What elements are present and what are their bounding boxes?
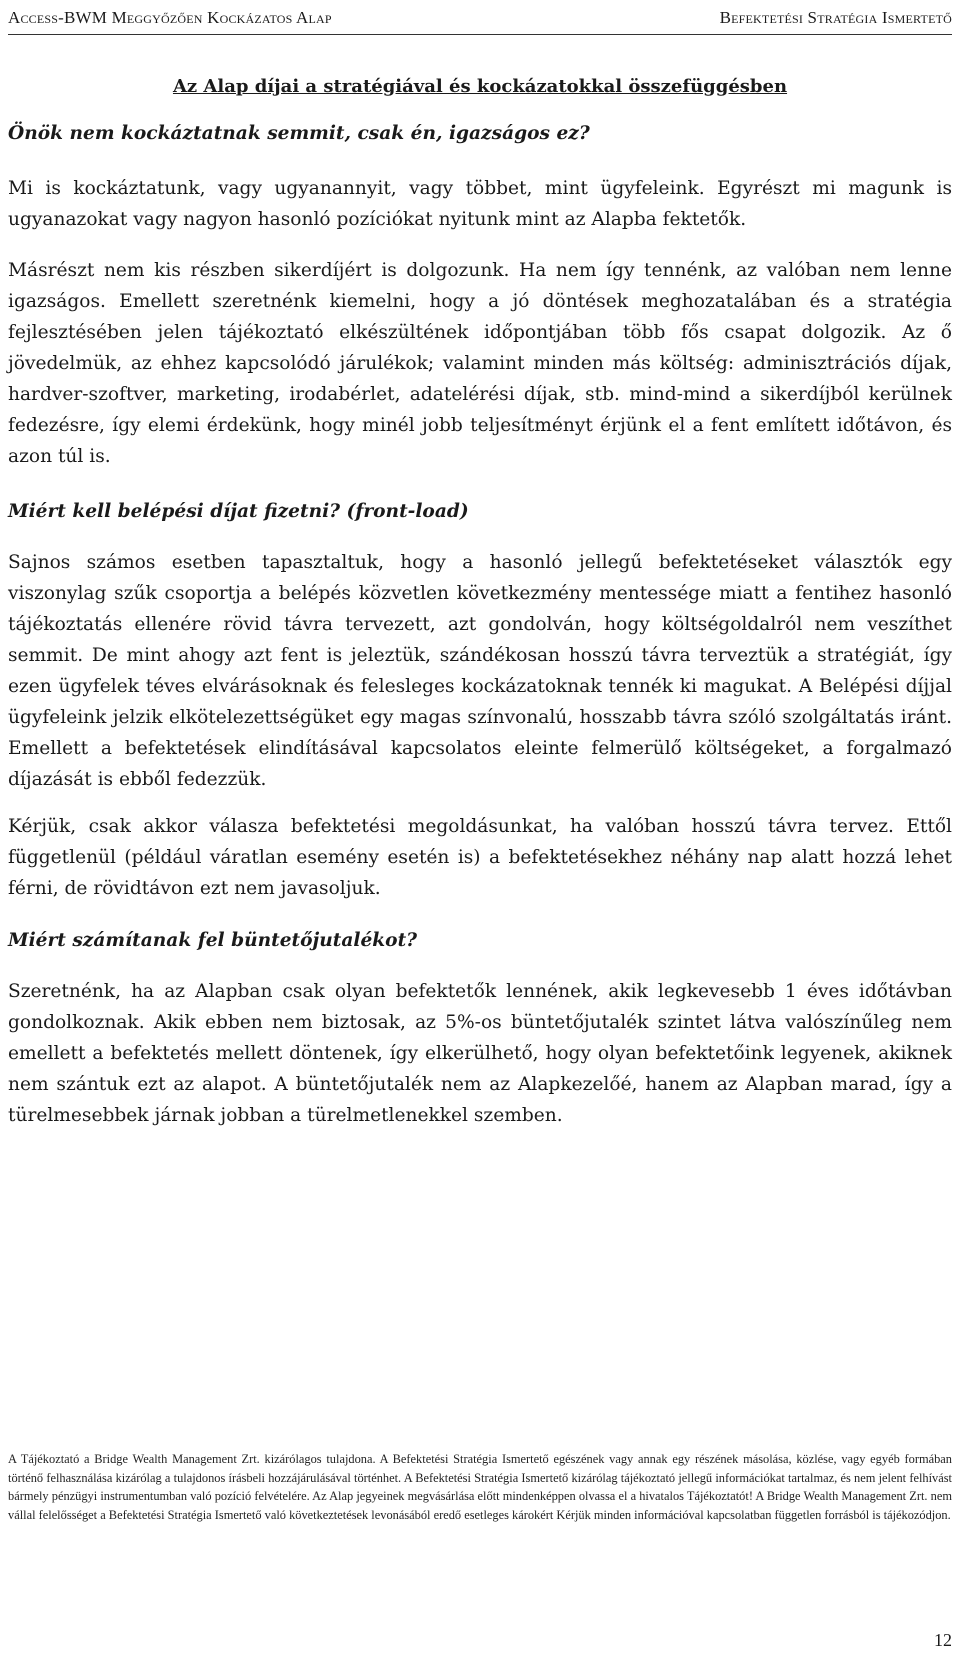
section-fairness xyxy=(8,118,952,472)
paragraph-penalty: Szeretnénk, ha az Alapban csak olyan befektetők lennének, akik legkevesebb 1 éves időtávban gondolkoznak. Akik ebben nem biztosak, az 5%-os büntetőjutalék szintet látva valószínűleg nem emellett a befektetés mellett döntenek, így elkerülhető, hogy olyan befektetőink legyenek, akiknek nem szántuk ezt az alapot. A büntetőjutalék nem az Alapkezelőé, hanem az Alapban marad, így a türelmesebbek járnak jobban a türelmetlenekkel szemben. xyxy=(8,981,952,1126)
paragraph-entry-fee: Sajnos számos esetben tapasztaltuk, hogy a hasonló jellegű befektetéseket választók egy viszonylag szűk csoportja a belépés közvetlen következmény mentessége miatt a fentihez hasonló tájékoztatás ellenére rövid távra tervezett, azt gondolván, hogy költségoldalról nem veszíthet semmit. De mint ahogy azt fent is jeleztük, szándékosan hosszú távra terveztük a stratégiát, így ezen ügyfelek téves elvárásoknak és felesleges kockázatoknak tennék ki magukat. A Belépési díjjal ügyfeleink jelzik elkötelezettségüket egy magas színvonalú, hosszabb távra szóló szolgáltatás iránt. Emellett a befektetések elindításával kapcsolatos eleinte felmerülő költségeket, a forgalmazó díjazását is ebből fedezzük. xyxy=(8,552,952,790)
legal-disclaimer: A Tájékoztató a Bridge Wealth Management Zrt. kizárólagos tulajdona. A Befektetési Stratégia Ismertető egészének vagy annak egy részének másolása, közlése, vagy egyéb formában történő felhasználása kizárólag a tulajdonos írásbeli hozzájárulásával történhet. A Befektetési Stratégia Ismertető kizárólag tájékoztató jellegű információkat tartalmaz, és nem jelent felhívást bármely pénzügyi instrumentumban való pozíció felvételére. Az Alap jegyeinek megvásárlása előtt mindenképpen olvassa el a hivatalos Tájékoztatót! A Bridge Wealth Management Zrt. nem vállal felelősséget a Befektetési Stratégia Ismertető való következtetések levonásából eredő esetleges károkért Kérjük minden információval kapcsolatban független forrásból is tájékozódjon. xyxy=(8,1452,952,1522)
page-header xyxy=(8,4,952,35)
heading-penalty: Miért számítanak fel büntetőjutalékot? xyxy=(8,930,418,951)
page-number: 12 xyxy=(934,1630,952,1650)
heading-fairness: Önök nem kockáztatnak semmit, csak én, igazságos ez? xyxy=(8,123,590,144)
section-title: Az Alap díjai a stratégiával és kockázatokkal összefüggésben xyxy=(172,76,788,97)
section-penalty xyxy=(8,925,952,1131)
paragraph-long-term: Kérjük, csak akkor válasza befektetési megoldásunkat, ha valóban hosszú távra tervez. Ettől függetlenül (például váratlan esemény esetén is) a befektetésekhez néhány nap alatt hozzá lehet férni, de rövidtávon ezt nem javasoljuk. xyxy=(8,816,952,899)
section-entry-fee xyxy=(8,496,952,904)
paragraph-success-fee: Másrészt nem kis részben sikerdíjért is dolgozunk. Ha nem így tennénk, az valóban nem lenne igazságos. Emellett szeretnénk kiemelni, hogy a jó döntések meghozatalában és a stratégia fejlesztésében jelen tájékoztató elkészültének időpontjában több fős csapat dolgozik. Az ő jövedelmük, az ehhez kapcsolódó járulékok; valamint minden más költség: adminisztrációs díjak, hardver-szoftver, marketing, irodabérlet, adatelérési díjak, stb. mind-mind a sikerdíjból kerülnek fedezésre, így elemi érdekünk, hogy minél jobb teljesítményt érjünk el a fent említett időtávon, és azon túl is. xyxy=(8,260,952,467)
header-fund-name: Access-BWM Meggyőzően Kockázatos Alap xyxy=(8,8,332,27)
heading-entry-fee: Miért kell belépési díjat fizetni? (front-load) xyxy=(8,501,469,522)
header-doc-title: Befektetési Stratégia Ismertető xyxy=(719,8,952,27)
paragraph-risk-sharing: Mi is kockáztatunk, vagy ugyanannyit, vagy többet, mint ügyfeleink. Egyrészt mi magunk is ugyanazokat vagy nagyon hasonló pozíciókat nyitunk mint az Alapba fektetők. xyxy=(8,178,952,230)
